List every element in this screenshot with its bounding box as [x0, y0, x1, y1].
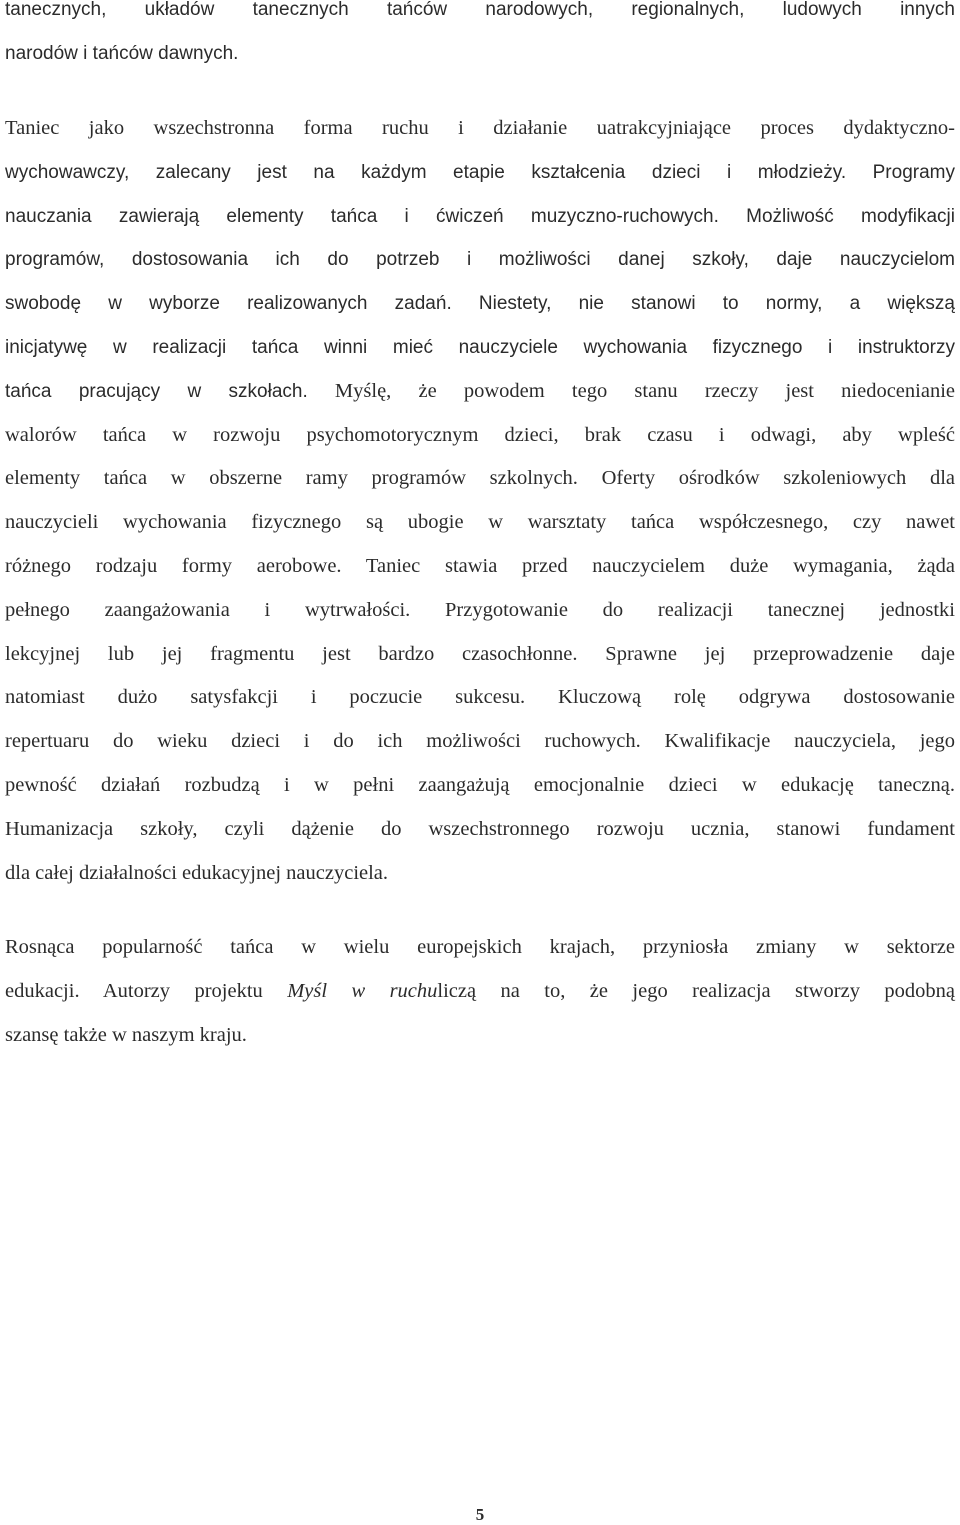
- paragraph-line: Rosnąca popularność tańca w wielu europejskich krajach, przyniosła zmiany w sektorze: [5, 936, 955, 958]
- paragraph-line: nauczycieli wychowania fizycznego są ubogie w warsztaty tańca współczesnego, czy nawet: [5, 511, 955, 534]
- paragraph-line: różnego rodzaju formy aerobowe. Taniec stawia przed nauczycielem duże wymagania, żąda: [5, 554, 955, 577]
- paragraph-line: natomiast dużo satysfakcji i poczucie sukcesu. Kluczową rolę odgrywa dostosowanie: [5, 686, 955, 709]
- paragraph-line: programów, dostosowania ich do potrzeb i możliwości danej szkoły, daje nauczycielom: [5, 249, 955, 271]
- text-span: liczą na to, że jego realizacja stworzy podobną: [437, 979, 955, 1002]
- main-paragraph: [5, 107, 955, 895]
- text-span: Myślę, że powodem tego stanu rzeczy jest niedocenianie: [307, 379, 955, 402]
- page-number: 5: [475, 1505, 485, 1524]
- text-span: wychowawczy, zalecany jest na każdym etapie kształcenia dzieci i młodzieży.: [5, 161, 847, 183]
- project-title: Myśl w ruchu: [287, 979, 438, 1002]
- paragraph-line: lekcyjnej lub jej fragmentu jest bardzo czasochłonne. Sprawne jej przeprowadzenie daje: [5, 642, 955, 665]
- paragraph-line: dla całej działalności edukacyjnej nauczyciela.: [5, 861, 389, 884]
- text-span: Możliwość modyfikacji: [718, 205, 956, 227]
- paragraph-line: [5, 151, 955, 195]
- paragraph-line: [5, 282, 955, 326]
- text-span: Niestety, nie stanowi to normy, a większą: [451, 293, 955, 315]
- paragraph-line: [5, 370, 955, 414]
- text-span: nauczania zawierają elementy tańca i ćwiczeń muzyczno-ruchowych.: [5, 205, 719, 227]
- paragraph-line: Humanizacja szkoły, czyli dążenie do wszechstronnego rozwoju ucznia, stanowi fundament: [5, 817, 955, 840]
- paragraph-line: pewność działań rozbudzą i w pełni zaangażują emocjonalnie dzieci w edukację taneczną.: [5, 773, 955, 796]
- paragraph-line: [5, 107, 955, 151]
- paragraph-line: inicjatywę w realizacji tańca winni mieć nauczyciele wychowania fizycznego i instruktorzy: [5, 336, 955, 358]
- top-paragraph: [5, 0, 955, 76]
- paragraph-line: szansę także w naszym kraju.: [5, 1023, 247, 1046]
- paragraph-line: narodów i tańców dawnych.: [5, 42, 239, 64]
- paragraph-line: tanecznych, układów tanecznych tańców narodowych, regionalnych, ludowych innych: [5, 0, 955, 20]
- text-span: tańca pracujący w szkołach.: [5, 380, 308, 402]
- paragraph-line: [5, 195, 955, 239]
- text-span: Programy: [846, 161, 955, 183]
- paragraph-line: [5, 970, 955, 1014]
- text-span: Taniec jako wszechstronna forma ruchu i działanie uatrakcyjniające proces dydaktyczno-: [5, 117, 955, 139]
- paragraph-line: walorów tańca w rozwoju psychomotorycznym dzieci, brak czasu i odwagi, aby wpleść: [5, 423, 955, 446]
- final-paragraph: [5, 926, 955, 1057]
- text-span: swobodę w wyborze realizowanych zadań.: [5, 293, 452, 315]
- paragraph-line: repertuaru do wieku dzieci i do ich możliwości ruchowych. Kwalifikacje nauczyciela, jego: [5, 730, 955, 753]
- paragraph-line: elementy tańca w obszerne ramy programów szkolnych. Oferty ośrodków szkoleniowych dla: [5, 467, 955, 490]
- paragraph-line: pełnego zaangażowania i wytrwałości. Przygotowanie do realizacji tanecznej jednostki: [5, 598, 955, 621]
- text-span: edukacji. Autorzy projektu: [5, 979, 288, 1002]
